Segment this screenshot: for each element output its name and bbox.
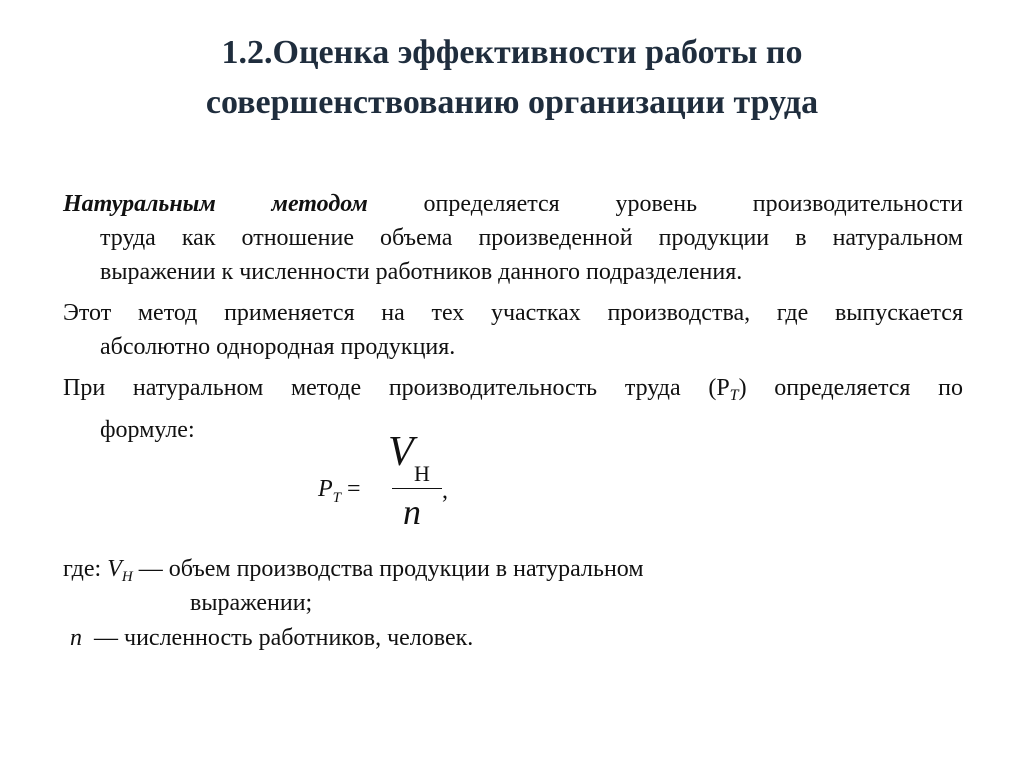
- legend-n-description: — численность работников, человек.: [94, 625, 474, 651]
- para3-line-1: [63, 371, 963, 413]
- para1-line-3: выражении к численности работников данного подразделения.: [100, 259, 743, 285]
- formula-numerator: V: [388, 429, 414, 475]
- formula-equals-sign: =: [347, 476, 361, 502]
- paragraph-natural-method: [63, 187, 963, 289]
- formula-lhs: [318, 474, 361, 513]
- legend-where-prefix: где:: [63, 556, 102, 582]
- title-line-2: совершенствованию организации труда: [205, 84, 819, 121]
- para3-text-before: При натуральном методе производительность труда (Р: [63, 375, 730, 401]
- slide-title: [60, 28, 964, 128]
- paragraph-method-usage: [63, 296, 963, 364]
- formula-numerator-subscript: Н: [414, 461, 430, 486]
- para2-line-1: Этот метод применяется на тех участках производства, где выпускается: [63, 300, 963, 326]
- legend-v-subscript: Н: [121, 569, 133, 585]
- paragraph-formula-intro: [63, 371, 963, 447]
- title-line-1: 1.2.Оценка эффективности работы по: [221, 34, 803, 71]
- para2-line-2: абсолютно однородная продукция.: [100, 334, 456, 360]
- legend-v-line-1: [63, 552, 644, 594]
- formula-comma: ,: [442, 478, 448, 504]
- para1-line-2: труда как отношение объема произведенной продукции в натуральном: [100, 225, 963, 251]
- para3-subscript: Т: [729, 387, 739, 404]
- formula-fraction-bar: [392, 488, 442, 489]
- legend-v-line-2: выражении;: [190, 590, 313, 616]
- para3-text-after: ) определяется по: [738, 375, 963, 401]
- term-natural-method: Натуральным методом: [63, 191, 368, 217]
- legend-n-symbol: n: [70, 625, 82, 651]
- para1-line-1-rest: определяется уровень производительности: [423, 191, 963, 217]
- formula-lhs-symbol: P: [318, 476, 333, 502]
- formula-denominator: n: [403, 492, 421, 532]
- formula-lhs-subscript: T: [332, 490, 342, 506]
- legend-n-line: [70, 621, 473, 655]
- para3-line-2: формуле:: [100, 417, 195, 443]
- legend-v-description: — объем производства продукции в натуральном: [138, 556, 644, 582]
- legend-v-symbol: V: [107, 556, 122, 582]
- para1-line-1: [63, 187, 963, 221]
